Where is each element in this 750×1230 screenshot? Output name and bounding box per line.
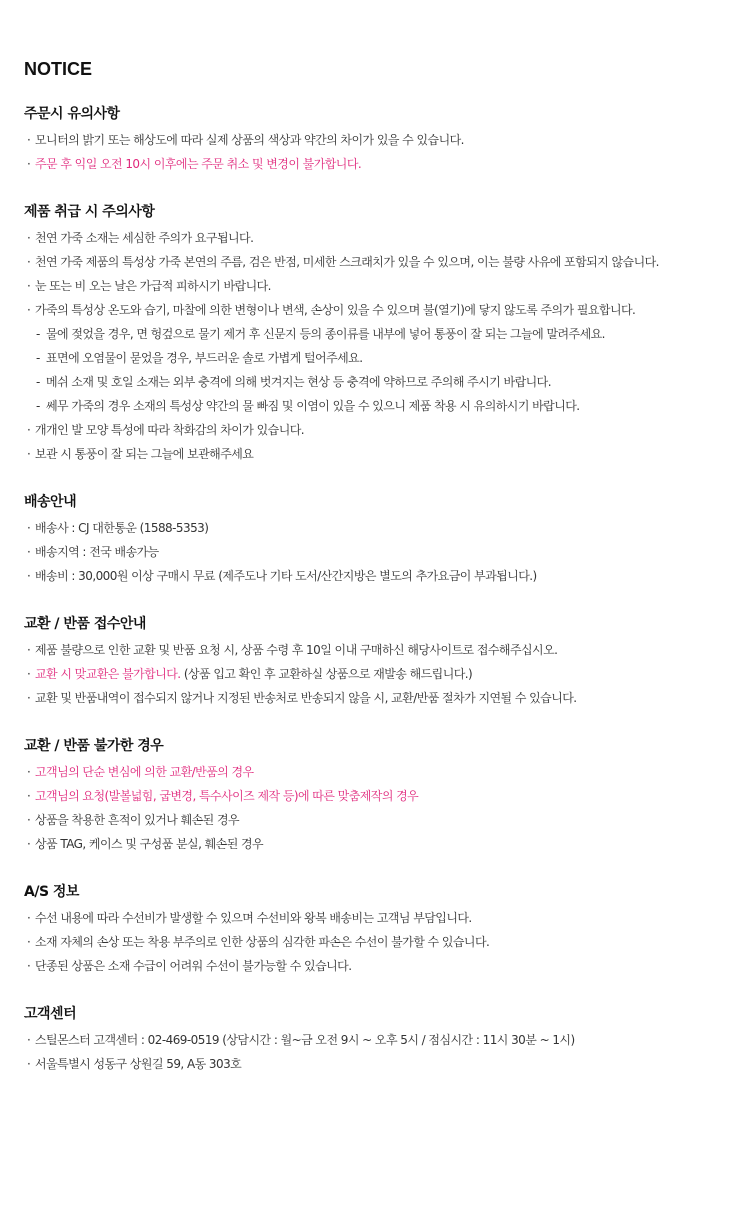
list-item bbox=[24, 152, 724, 176]
list-item-text: 단종된 상품은 소재 수급이 어려워 수선이 불가능할 수 있습니다. bbox=[35, 959, 352, 973]
dash-bullet-icon: - bbox=[36, 327, 40, 341]
list-item-text: 수선 내용에 따라 수선비가 발생할 수 있으며 수선비와 왕복 배송비는 고객님 부담입니다. bbox=[35, 911, 472, 925]
list-item-text: 상품을 착용한 흔적이 있거나 훼손된 경우 bbox=[35, 813, 240, 827]
dot-bullet-icon: · bbox=[27, 789, 31, 803]
list-item-text: 보관 시 통풍이 잘 되는 그늘에 보관해주세요 bbox=[35, 447, 254, 461]
notice-page bbox=[24, 58, 724, 1101]
list-item bbox=[24, 250, 724, 274]
list-item bbox=[24, 930, 724, 954]
page-title: NOTICE bbox=[24, 59, 93, 79]
section-title: 교환 / 반품 불가한 경우 bbox=[24, 738, 164, 754]
dot-bullet-icon: · bbox=[27, 1057, 31, 1071]
list-item bbox=[24, 564, 724, 588]
notice-section bbox=[24, 103, 724, 176]
dot-bullet-icon: · bbox=[27, 837, 31, 851]
dot-bullet-icon: · bbox=[27, 303, 31, 317]
dot-bullet-icon: · bbox=[27, 133, 31, 147]
list-item-text: 소재 자체의 손상 또는 착용 부주의로 인한 상품의 심각한 파손은 수선이 불가할 수 있습니다. bbox=[35, 935, 490, 949]
sub-list-item bbox=[24, 394, 724, 418]
notice-section bbox=[24, 1003, 724, 1076]
list-item bbox=[24, 760, 724, 784]
list-item bbox=[24, 418, 724, 442]
dot-bullet-icon: · bbox=[27, 255, 31, 269]
list-item bbox=[24, 906, 724, 930]
list-item-text: 교환 시 맞교환은 불가합니다. bbox=[35, 667, 181, 681]
list-item-text: 개개인 발 모양 특성에 따라 착화감의 차이가 있습니다. bbox=[35, 423, 305, 437]
section-title: 교환 / 반품 접수안내 bbox=[24, 616, 146, 632]
dot-bullet-icon: · bbox=[27, 521, 31, 535]
list-item-text: 천연 가죽 소재는 세심한 주의가 요구됩니다. bbox=[35, 231, 254, 245]
dot-bullet-icon: · bbox=[27, 691, 31, 705]
dot-bullet-icon: · bbox=[27, 935, 31, 949]
notice-section bbox=[24, 613, 724, 710]
dot-bullet-icon: · bbox=[27, 447, 31, 461]
list-item-text: 주문 후 익일 오전 10시 이후에는 주문 취소 및 변경이 불가합니다. bbox=[35, 157, 362, 171]
list-item bbox=[24, 516, 724, 540]
list-item-text: 배송비 : 30,000원 이상 구매시 무료 (제주도나 기타 도서/산간지방은 별도의 추가요금이 부과됩니다.) bbox=[35, 569, 537, 583]
list-item bbox=[24, 274, 724, 298]
dot-bullet-icon: · bbox=[27, 157, 31, 171]
notice-sections bbox=[24, 103, 724, 1076]
list-item-text: 상품 TAG, 케이스 및 구성품 분실, 훼손된 경우 bbox=[35, 837, 264, 851]
list-item-text: 고객님의 단순 변심에 의한 교환/반품의 경우 bbox=[35, 765, 254, 779]
section-title: 고객센터 bbox=[24, 1006, 77, 1022]
notice-section bbox=[24, 735, 724, 856]
list-item-suffix: (상품 입고 확인 후 교환하실 상품으로 재발송 해드립니다.) bbox=[180, 667, 473, 681]
notice-section bbox=[24, 491, 724, 588]
dot-bullet-icon: · bbox=[27, 545, 31, 559]
section-title: A/S 정보 bbox=[24, 884, 79, 900]
list-item-text: 제품 불량으로 인한 교환 및 반품 요청 시, 상품 수령 후 10일 이내 구매하신 해당사이트로 접수해주십시오. bbox=[35, 643, 558, 657]
dot-bullet-icon: · bbox=[27, 423, 31, 437]
list-item-text: 배송지역 : 전국 배송가능 bbox=[35, 545, 159, 559]
list-item bbox=[24, 808, 724, 832]
list-item bbox=[24, 298, 724, 322]
sub-list-item bbox=[24, 370, 724, 394]
list-item-text: 물에 젖었을 경우, 면 헝겊으로 물기 제거 후 신문지 등의 종이류를 내부에 넣어 통풍이 잘 되는 그늘에 말려주세요. bbox=[46, 327, 605, 341]
list-item-text: 고객님의 요청(발볼넓힘, 굽변경, 특수사이즈 제작 등)에 따른 맞춤제작의 경우 bbox=[35, 789, 419, 803]
dash-bullet-icon: - bbox=[36, 399, 40, 413]
list-item bbox=[24, 638, 724, 662]
sub-list-item bbox=[24, 346, 724, 370]
dot-bullet-icon: · bbox=[27, 959, 31, 973]
dot-bullet-icon: · bbox=[27, 765, 31, 779]
list-item-text: 서울특별시 성동구 상원길 59, A동 303호 bbox=[35, 1057, 242, 1071]
section-title: 주문시 유의사항 bbox=[24, 106, 120, 122]
section-title: 제품 취급 시 주의사항 bbox=[24, 204, 155, 220]
notice-section bbox=[24, 201, 724, 466]
list-item-text: 가죽의 특성상 온도와 습기, 마찰에 의한 변형이나 변색, 손상이 있을 수 있으며 불(열기)에 닿지 않도록 주의가 필요합니다. bbox=[35, 303, 636, 317]
list-item bbox=[24, 226, 724, 250]
dash-bullet-icon: - bbox=[36, 375, 40, 389]
list-item-text: 교환 및 반품내역이 접수되지 않거나 지정된 반송처로 반송되지 않을 시, 교환/반품 절차가 지연될 수 있습니다. bbox=[35, 691, 577, 705]
sub-list-item bbox=[24, 322, 724, 346]
list-item-text: 배송사 : CJ 대한통운 (1588-5353) bbox=[35, 521, 209, 535]
list-item bbox=[24, 442, 724, 466]
list-item bbox=[24, 128, 724, 152]
dot-bullet-icon: · bbox=[27, 231, 31, 245]
list-item-text: 천연 가죽 제품의 특성상 가죽 본연의 주름, 검은 반점, 미세한 스크래치가 있을 수 있으며, 이는 불량 사유에 포함되지 않습니다. bbox=[35, 255, 659, 269]
dot-bullet-icon: · bbox=[27, 667, 31, 681]
dot-bullet-icon: · bbox=[27, 569, 31, 583]
list-item bbox=[24, 954, 724, 978]
dot-bullet-icon: · bbox=[27, 813, 31, 827]
list-item-text: 모니터의 밝기 또는 해상도에 따라 실제 상품의 색상과 약간의 차이가 있을 수 있습니다. bbox=[35, 133, 464, 147]
list-item-text: 메쉬 소재 및 호일 소재는 외부 충격에 의해 벗겨지는 현상 등 충격에 약하므로 주의해 주시기 바랍니다. bbox=[46, 375, 551, 389]
list-item bbox=[24, 686, 724, 710]
dot-bullet-icon: · bbox=[27, 643, 31, 657]
notice-section bbox=[24, 881, 724, 978]
list-item-text: 쎄무 가죽의 경우 소재의 특성상 약간의 물 빠짐 및 이염이 있을 수 있으니 제품 착용 시 유의하시기 바랍니다. bbox=[46, 399, 580, 413]
list-item bbox=[24, 784, 724, 808]
list-item bbox=[24, 832, 724, 856]
dot-bullet-icon: · bbox=[27, 911, 31, 925]
list-item bbox=[24, 1028, 724, 1052]
list-item-text: 눈 또는 비 오는 날은 가급적 피하시기 바랍니다. bbox=[35, 279, 271, 293]
list-item bbox=[24, 540, 724, 564]
list-item bbox=[24, 1052, 724, 1076]
list-item-text: 스틸몬스터 고객센터 : 02-469-0519 (상담시간 : 월~금 오전 9시 ~ 오후 5시 / 점심시간 : 11시 30분 ~ 1시) bbox=[35, 1033, 575, 1047]
dot-bullet-icon: · bbox=[27, 279, 31, 293]
dot-bullet-icon: · bbox=[27, 1033, 31, 1047]
list-item-text: 표면에 오염물이 묻었을 경우, 부드러운 솔로 가볍게 털어주세요. bbox=[46, 351, 363, 365]
list-item bbox=[24, 662, 724, 686]
dash-bullet-icon: - bbox=[36, 351, 40, 365]
section-title: 배송안내 bbox=[24, 494, 77, 510]
